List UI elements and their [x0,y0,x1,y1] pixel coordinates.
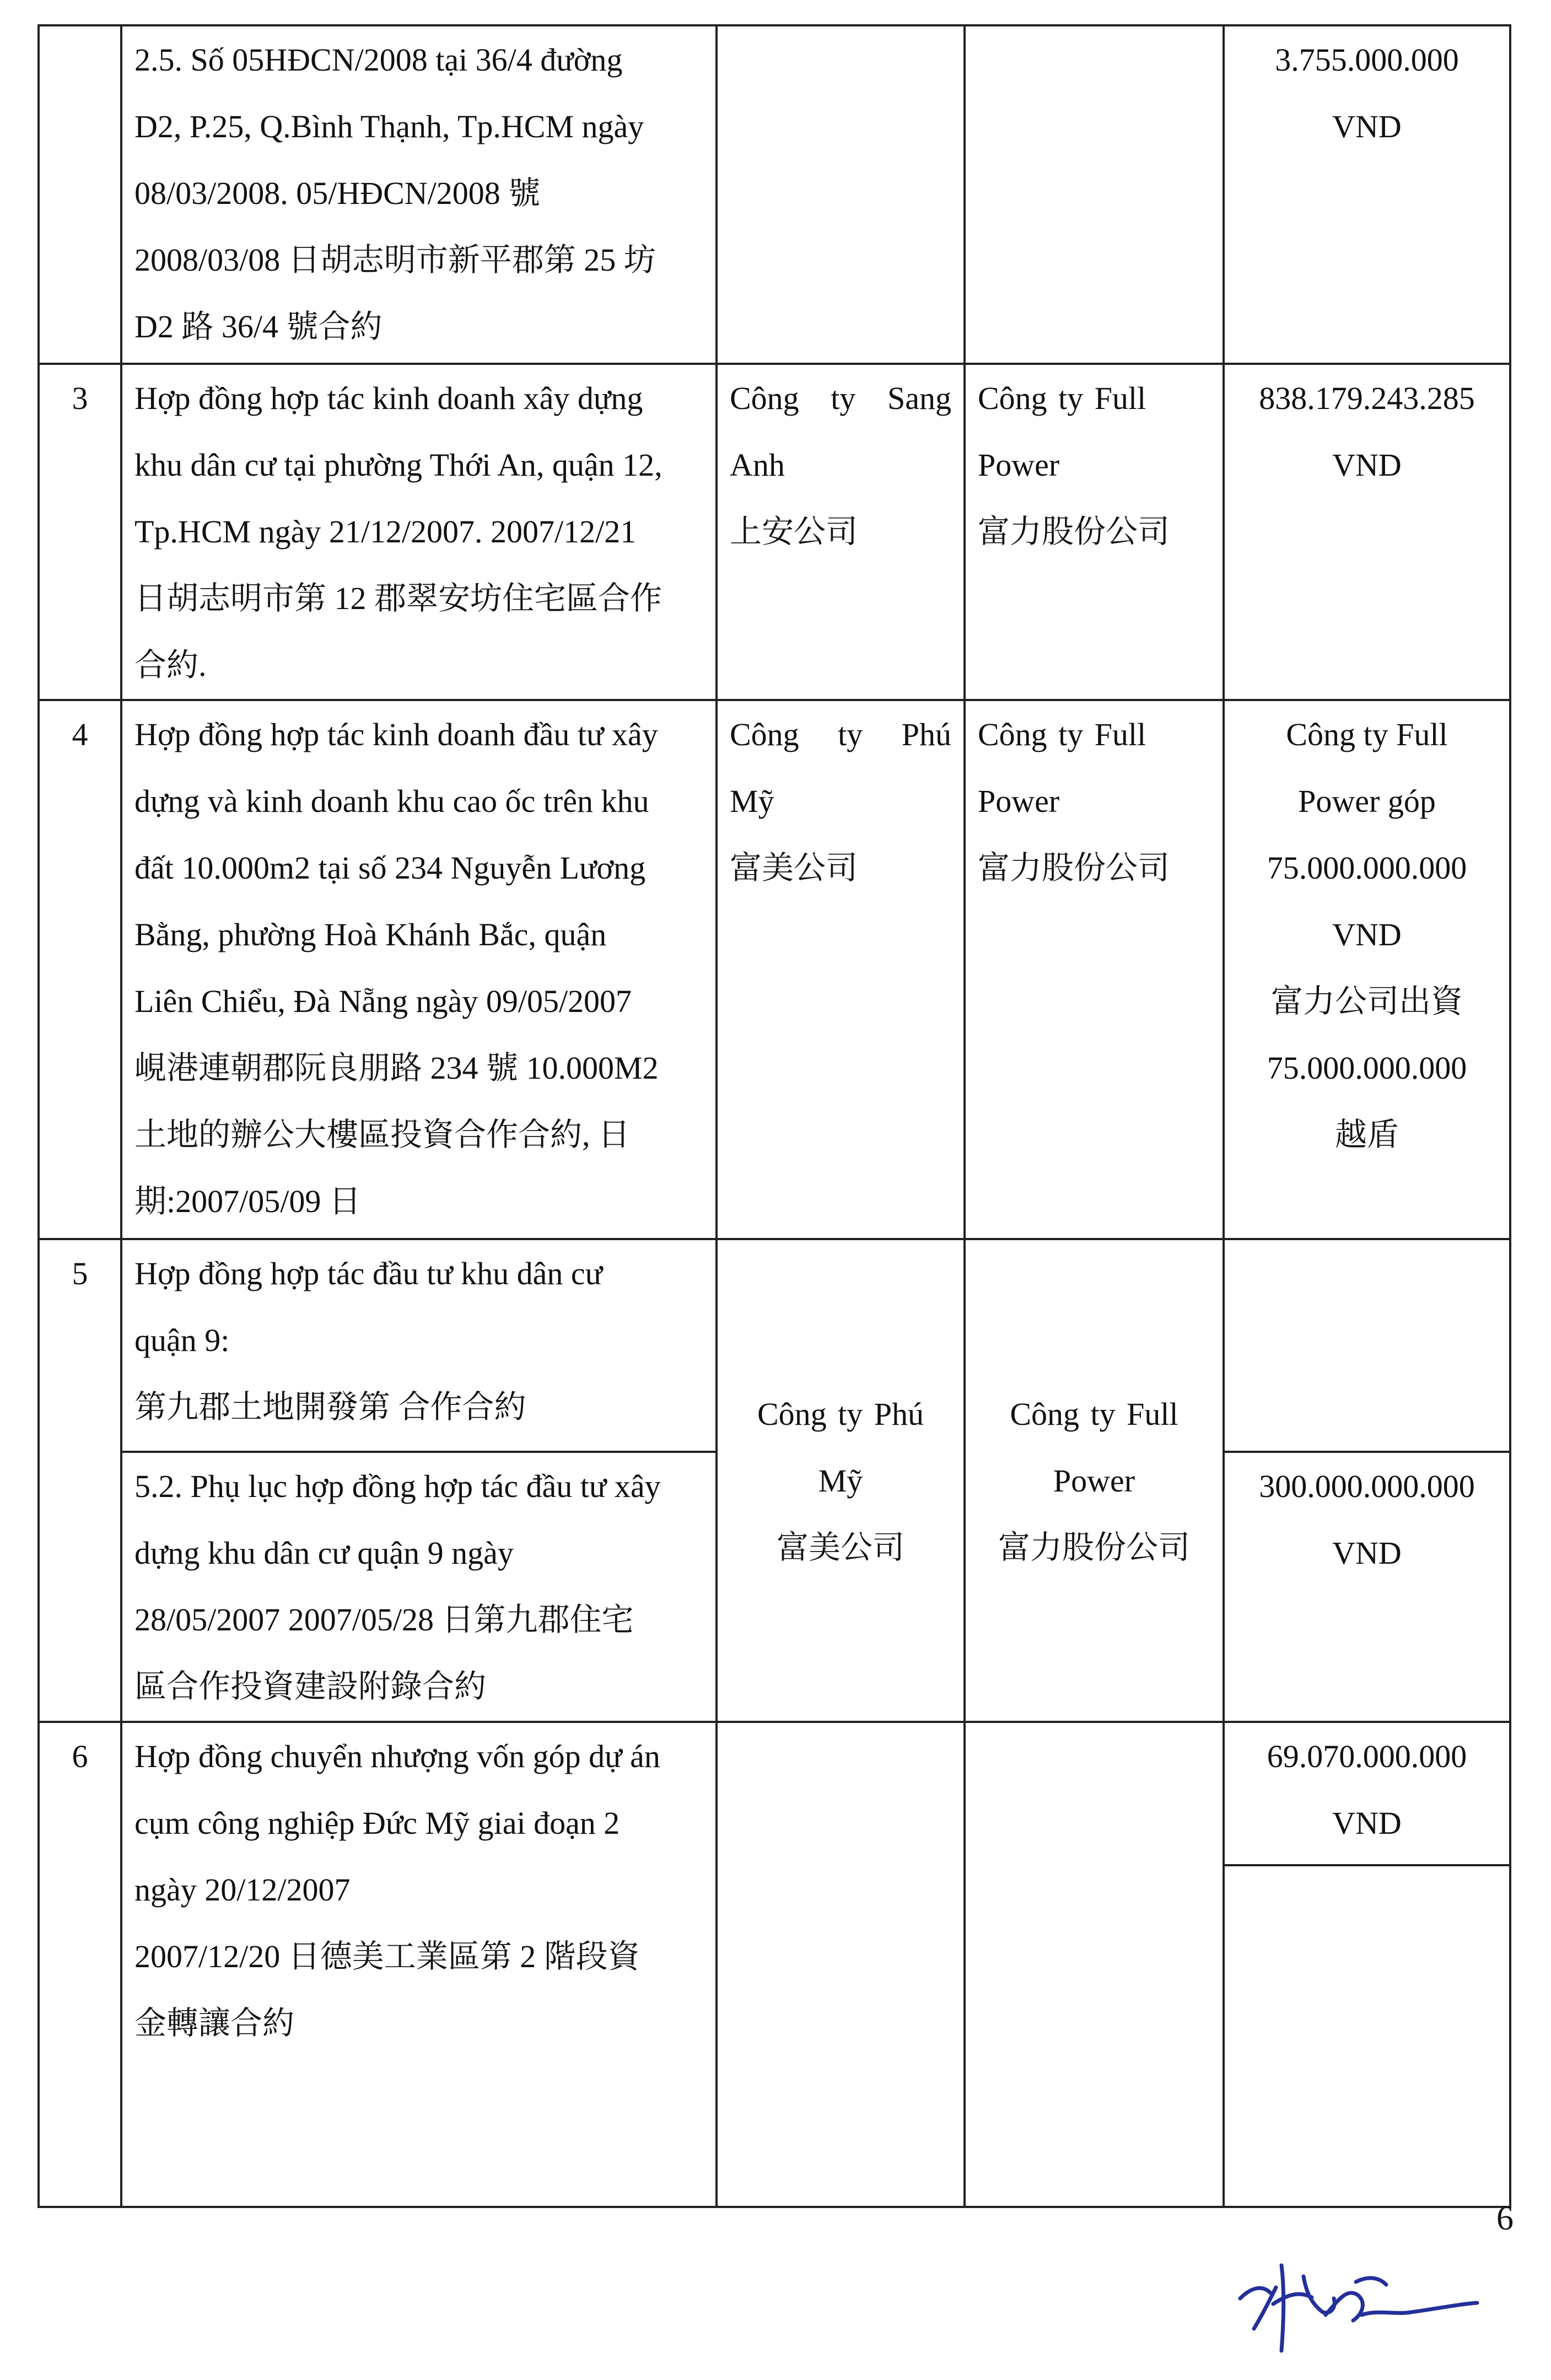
description-line: 2.5. Số 05HĐCN/2008 tại 36/4 đường [134,42,623,78]
description-line: Tp.HCM ngày 21/12/2007. 2007/12/21 [134,514,637,550]
description-line: 合約. [134,647,207,683]
description-line: Hợp đồng chuyển nhượng vốn góp dự án [134,1738,660,1774]
contract-value [1224,1452,1510,1722]
value-line: Công ty Full [1286,717,1448,752]
contract-value-empty [1224,1865,1510,2207]
description-line: 2007/12/20 日德美工業區第 2 階段資 [134,1939,640,1974]
description-line: 第九郡土地開發第 合作合約 [134,1389,526,1425]
row-number: 6 [39,1722,121,2207]
description-line: Hợp đồng hợp tác đầu tư khu dân cư [134,1256,603,1291]
value-line: VND [1332,1805,1402,1841]
value-line: 838.179.243.285 [1259,380,1475,416]
party-line: 富美公司 [730,850,858,886]
description-line: 金轉讓合約 [134,2005,295,2041]
party-line: Công ty Full [978,717,1146,752]
description-line: 28/05/2007 2007/05/28 日第九郡住宅 [134,1602,634,1638]
contract-description [121,1722,717,2207]
party-b [965,1722,1224,2207]
contract-value [1224,25,1510,364]
party-a [717,1722,965,2207]
party-line: Công ty Phú [730,717,951,752]
contract-value [1224,1722,1510,1865]
description-line: dựng và kinh doanh khu cao ốc trên khu [134,783,649,819]
row-number [39,25,121,364]
contract-description [121,700,717,1239]
party-line: Power [978,783,1060,819]
value-line: VND [1332,109,1402,144]
value-line: VND [1332,1535,1402,1571]
description-line: D2, P.25, Q.Bình Thạnh, Tp.HCM ngày [134,109,644,144]
description-line: 期:2007/05/09 日 [134,1183,361,1219]
description-line: 區合作投資建設附錄合約 [134,1668,487,1704]
party-line: Công ty Full [1010,1396,1178,1432]
party-b [965,1239,1224,1722]
party-line: Mỹ [730,783,774,819]
description-line: 2008/03/08 日胡志明市新平郡第 25 坊 [134,242,656,278]
party-b [965,25,1224,364]
handwritten-signature [1229,2232,1483,2359]
table-row [39,1239,1510,1452]
contract-value [1224,364,1510,700]
description-line: khu dân cư tại phường Thới An, quận 12, [134,447,663,483]
contract-description [121,364,717,700]
contract-value [1224,700,1510,1239]
party-line: Power [1053,1462,1135,1499]
party-line: Công ty Full [978,380,1146,416]
description-line: cụm công nghiệp Đức Mỹ giai đoạn 2 [134,1805,620,1841]
page-number: 6 [1496,2200,1514,2237]
description-line: 08/03/2008. 05/HĐCN/2008 號 [134,175,541,211]
party-line: Power [978,447,1060,483]
party-line: 富美公司 [776,1529,904,1565]
table-row [39,25,1510,364]
description-line: Hợp đồng hợp tác kinh doanh xây dựng [134,380,643,416]
party-b [965,364,1224,700]
value-line: 69.070.000.000 [1267,1738,1467,1774]
table-row [39,1722,1510,1865]
value-line: 75.000.000.000 [1267,850,1467,886]
contract-description [121,25,717,364]
contract-description [121,1239,717,1452]
value-line: 越盾 [1334,1117,1399,1153]
party-b [965,700,1224,1239]
value-line: 300.000.000.000 [1259,1468,1475,1504]
description-line: quận 9: [134,1322,230,1358]
description-line: 土地的辦公大樓區投資合作合約, 日 [134,1117,631,1153]
description-line: 5.2. Phụ lục hợp đồng hợp tác đầu tư xây [134,1468,661,1504]
row-number: 5 [39,1239,121,1722]
description-line: D2 路 36/4 號合約 [134,309,383,344]
description-line: Hợp đồng hợp tác kinh doanh đầu tư xây [134,717,658,752]
party-line: Mỹ [818,1462,863,1499]
value-line: 富力公司出資 [1270,983,1463,1019]
party-line: 上安公司 [730,514,858,550]
contract-value [1224,1239,1510,1452]
contract-description [121,1452,717,1722]
description-line: Liên Chiểu, Đà Nẵng ngày 09/05/2007 [134,983,632,1019]
party-line: 富力股份公司 [978,514,1170,550]
party-line: 富力股份公司 [998,1529,1190,1565]
table-row [39,700,1510,1239]
description-line: ngày 20/12/2007 [134,1872,351,1908]
value-line: Power góp [1298,783,1436,819]
value-line: VND [1332,917,1402,952]
party-line: Công ty Phú [757,1396,924,1432]
party-a [717,364,965,700]
row-number: 4 [39,700,121,1239]
party-a [717,1239,965,1722]
description-line: 峴港連朝郡阮良朋路 234 號 10.000M2 [134,1050,659,1086]
party-a [717,700,965,1239]
value-line: 75.000.000.000 [1267,1050,1467,1086]
table-row [39,364,1510,700]
description-line: 日胡志明市第 12 郡翠安坊住宅區合作 [134,580,663,616]
description-line: Bằng, phường Hoà Khánh Bắc, quận [134,917,607,952]
party-a [717,25,965,364]
description-line: dựng khu dân cư quận 9 ngày [134,1535,514,1571]
row-number: 3 [39,364,121,700]
party-line: Anh [730,447,785,483]
value-line: VND [1332,447,1402,483]
party-line: Công ty Sang [730,380,951,416]
value-line: 3.755.000.000 [1275,42,1459,78]
party-line: 富力股份公司 [978,850,1170,886]
contracts-table [37,24,1511,2208]
description-line: đất 10.000m2 tại số 234 Nguyễn Lương [134,850,646,886]
